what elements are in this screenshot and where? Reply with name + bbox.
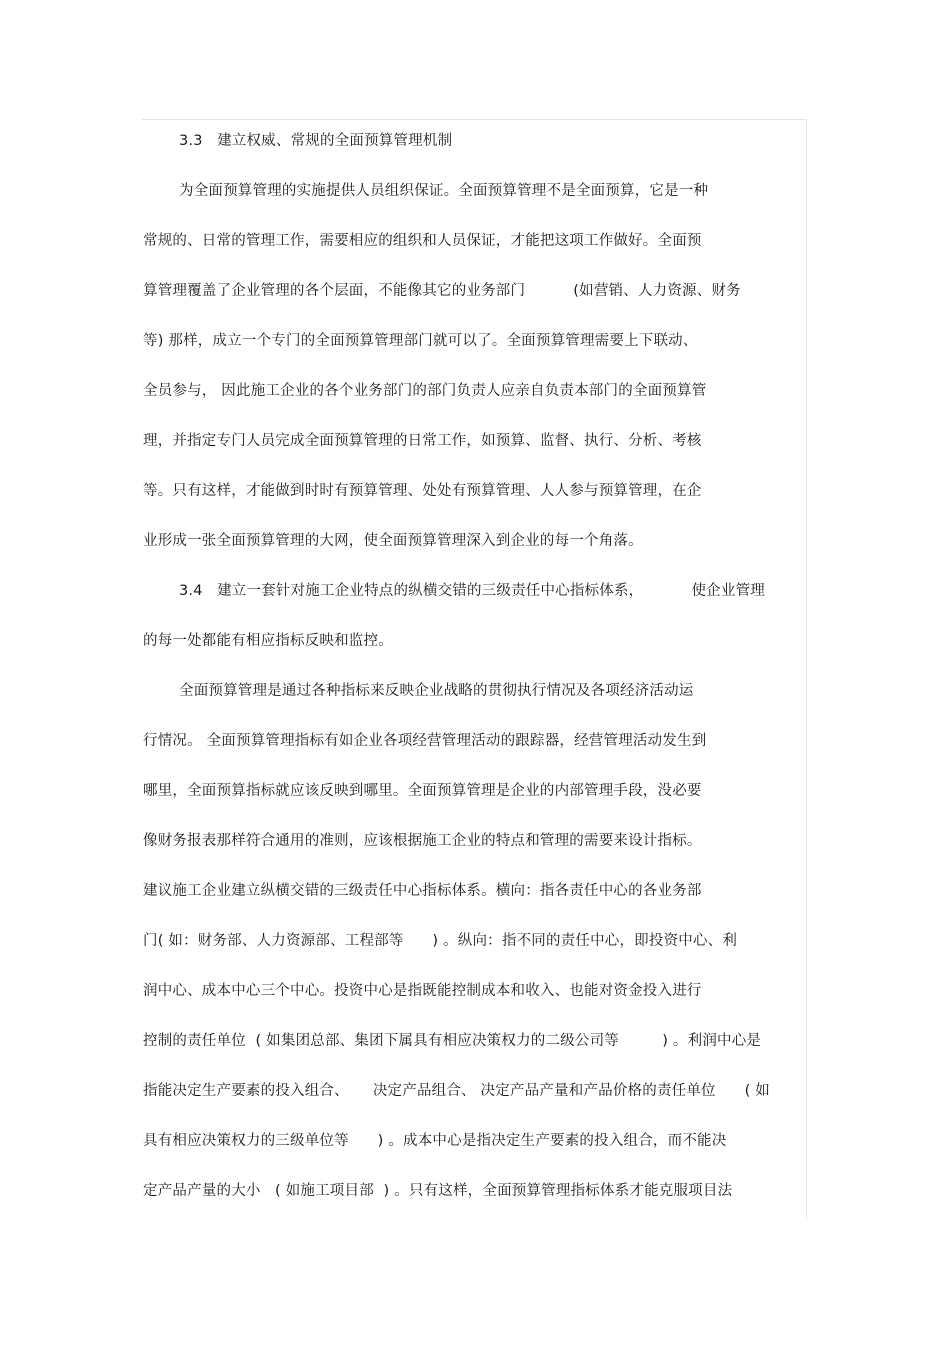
paragraph-line: 控制的责任单位 ( 如集团总部、集团下属具有相应决策权力的二级公司等 ) 。利润中心是 xyxy=(143,1033,762,1049)
section-heading-3-4: 3.4 建立一套针对施工企业特点的纵横交错的三级责任中心指标体系， 使企业管理 xyxy=(179,583,765,599)
paragraph-line: 全面预算管理是通过各种指标来反映企业战略的贯彻执行情况及各项经济活动运 xyxy=(179,683,694,699)
paragraph-line: 等。只有这样，才能做到时时有预算管理、处处有预算管理、人人参与预算管理，在企 xyxy=(143,483,702,499)
paragraph-line: 常规的、日常的管理工作，需要相应的组织和人员保证，才能把这项工作做好。全面预 xyxy=(143,233,702,249)
paragraph-line: 哪里，全面预算指标就应该反映到哪里。全面预算管理是企业的内部管理手段，没必要 xyxy=(143,783,702,799)
paragraph-line: 为全面预算管理的实施提供人员组织保证。全面预算管理不是全面预算，它是一种 xyxy=(179,183,709,199)
paragraph-line: 全员参与， 因此施工企业的各个业务部门的部门负责人应亲自负责本部门的全面预算管 xyxy=(143,383,707,399)
paragraph-line: 指能决定生产要素的投入组合、 决定产品组合、 决定产品产量和产品价格的责任单位 ( 如 xyxy=(143,1083,770,1099)
paragraph-line: 像财务报表那样符合通用的准则，应该根据施工企业的特点和管理的需要来设计指标。 xyxy=(143,833,702,849)
section-heading-3-4-cont: 的每一处都能有相应指标反映和监控。 xyxy=(143,633,393,649)
paragraph-line: 建议施工企业建立纵横交错的三级责任中心指标体系。横向：指各责任中心的各业务部 xyxy=(143,883,702,899)
section-heading-3-3: 3.3 建立权威、常规的全面预算管理机制 xyxy=(179,133,453,149)
paragraph-line: 理，并指定专门人员完成全面预算管理的日常工作，如预算、监督、执行、分析、考核 xyxy=(143,433,702,449)
paragraph-line: 算管理覆盖了企业管理的各个层面，不能像其它的业务部门 (如营销、人力资源、财务 xyxy=(143,283,741,299)
paragraph-line: 定产品产量的大小 ( 如施工项目部 ) 。只有这样，全面预算管理指标体系才能克服项目法 xyxy=(143,1183,733,1199)
paragraph-line: 业形成一张全面预算管理的大网，使全面预算管理深入到企业的每一个角落。 xyxy=(143,533,643,549)
paragraph-line: 行情况。 全面预算管理指标有如企业各项经营管理活动的跟踪器，经营管理活动发生到 xyxy=(143,733,707,749)
paragraph-line: 润中心、成本中心三个中心。投资中心是指既能控制成本和收入、也能对资金投入进行 xyxy=(143,983,702,999)
paragraph-line: 具有相应决策权力的三级单位等 ) 。成本中心是指决定生产要素的投入组合，而不能决 xyxy=(143,1133,727,1149)
paragraph-line: 等) 那样，成立一个专门的全面预算管理部门就可以了。全面预算管理需要上下联动、 xyxy=(143,333,698,349)
paragraph-line: 门( 如：财务部、人力资源部、工程部等 ) 。纵向：指不同的责任中心，即投资中心、利 xyxy=(143,933,738,949)
